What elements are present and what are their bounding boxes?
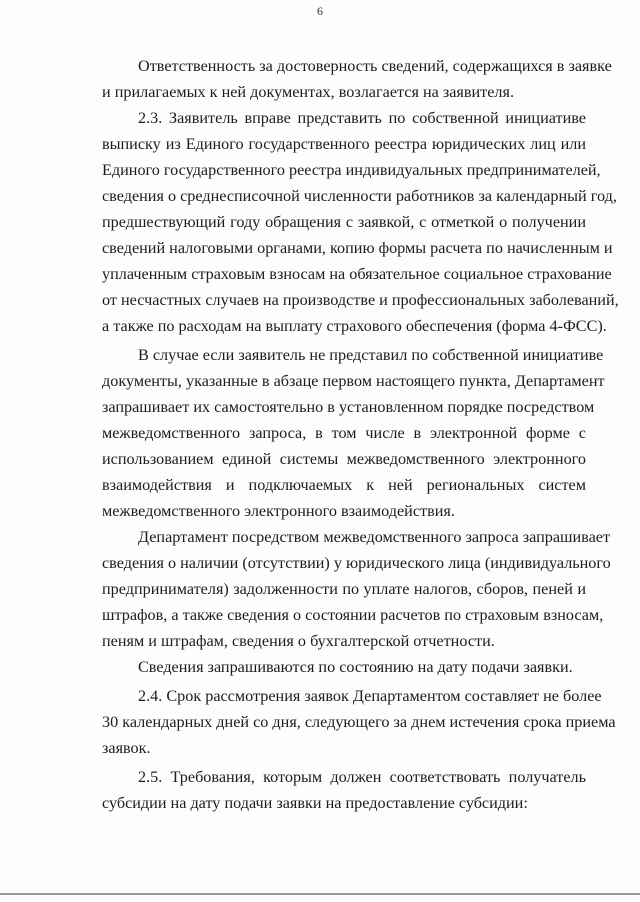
paragraph-line: использованием единой системы межведомственного электронного bbox=[102, 450, 586, 468]
paragraph-line: предшествующий году обращения с заявкой, с отметкой о получении bbox=[102, 213, 586, 231]
paragraph-line: Единого государственного реестра индивидуальных предпринимателей, bbox=[102, 161, 601, 179]
paragraph-line: штрафов, а также сведения о состоянии расчетов по страховым взносам, bbox=[102, 606, 604, 624]
paragraph-line: В случае если заявитель не представил по собственной инициативе bbox=[138, 346, 604, 364]
paragraph-line: 30 календарных дней со дня, следующего за днем истечения срока приема bbox=[102, 713, 616, 731]
paragraph-line: субсидии на дату подачи заявки на предоставление субсидии: bbox=[102, 794, 528, 812]
paragraph-line: а также по расходам на выплату страхового обеспечения (форма 4-ФСС). bbox=[102, 317, 607, 335]
paragraph-line: предпринимателя) задолженности по уплате налогов, сборов, пеней и bbox=[102, 580, 586, 598]
paragraph-line: межведомственного запроса, в том числе в электронной форме с bbox=[102, 424, 586, 442]
paragraph-line: 2.3. Заявитель вправе представить по собственной инициативе bbox=[138, 109, 586, 127]
paragraph-line: Ответственность за достоверность сведений, содержащихся в заявке bbox=[138, 57, 612, 75]
paragraph-line: и прилагаемых к ней документах, возлагается на заявителя. bbox=[102, 83, 515, 101]
paragraph-line: сведения о среднесписочной численности работников за календарный год, bbox=[102, 187, 617, 205]
paragraph-line: Департамент посредством межведомственного запроса запрашивает bbox=[138, 528, 611, 546]
paragraph-line: 2.5. Требования, которым должен соответствовать получатель bbox=[138, 768, 586, 786]
page-bottom-edge bbox=[0, 893, 640, 895]
paragraph-line: межведомственного электронного взаимодействия. bbox=[102, 502, 455, 520]
paragraph-line: Сведения запрашиваются по состоянию на дату подачи заявки. bbox=[138, 658, 573, 676]
paragraph-line: сведений налоговыми органами, копию формы расчета по начисленным и bbox=[102, 239, 613, 257]
paragraph-line: запрашивает их самостоятельно в установленном порядке посредством bbox=[102, 398, 595, 416]
paragraph-line: пеням и штрафам, сведения о бухгалтерской отчетности. bbox=[102, 632, 495, 650]
paragraph-line: взаимодействия и подключаемых к ней региональных систем bbox=[102, 476, 586, 494]
paragraph-line: 2.4. Срок рассмотрения заявок Департаментом составляет не более bbox=[138, 687, 602, 705]
paragraph-line: уплаченным страховым взносам на обязательное социальное страхование bbox=[102, 265, 612, 283]
paragraph-line: выписку из Единого государственного реестра юридических лиц или bbox=[102, 135, 586, 153]
paragraph-line: сведения о наличии (отсутствии) у юридического лица (индивидуального bbox=[102, 554, 611, 572]
page-number: 6 bbox=[317, 4, 323, 18]
paragraph-line: заявок. bbox=[102, 739, 151, 757]
paragraph-line: документы, указанные в абзаце первом настоящего пункта, Департамент bbox=[102, 372, 605, 390]
paragraph-line: от несчастных случаев на производстве и профессиональных заболеваний, bbox=[102, 291, 619, 309]
